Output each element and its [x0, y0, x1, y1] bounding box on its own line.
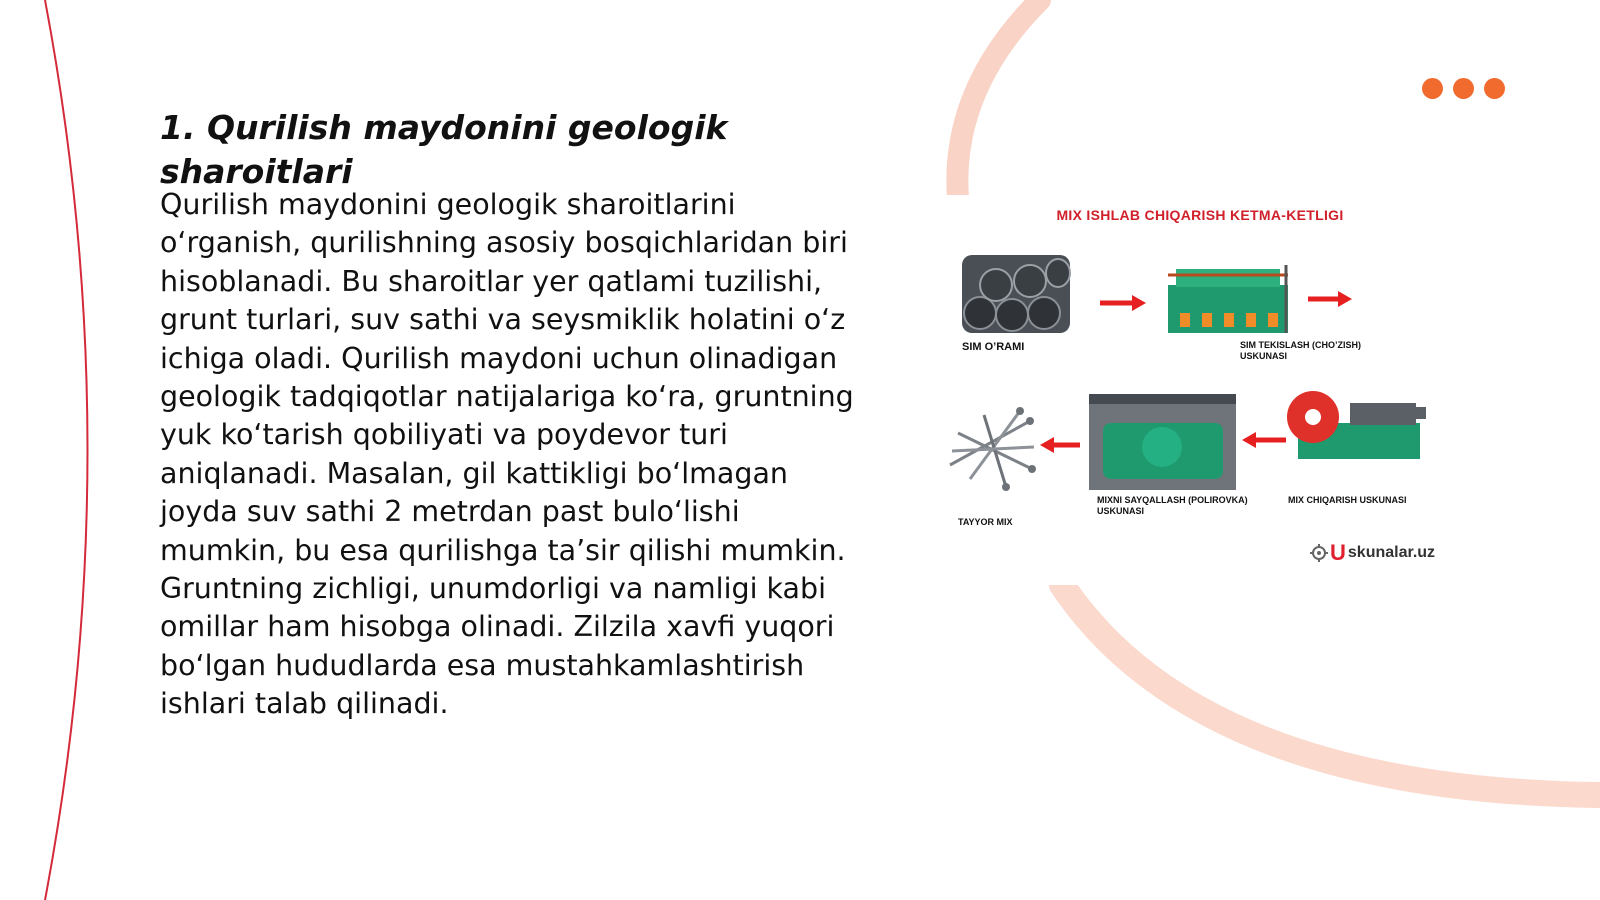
watermark-text: skunalar.uz: [1347, 544, 1436, 561]
dot-3: [1484, 78, 1505, 99]
arrow-left-icon: [1040, 437, 1080, 453]
arrow-right-icon: [1100, 295, 1146, 311]
arrow-left-icon: [1242, 432, 1286, 448]
step-label-nail-making: MIX CHIQARISH USKUNASI: [1288, 495, 1407, 505]
finished-nails-icon: [950, 407, 1036, 491]
arrow-right-icon: [1308, 291, 1352, 307]
slide-title: 1. Qurilish maydonini geologik sharoitlari: [160, 108, 728, 191]
left-curve-line: [45, 0, 88, 900]
step-label-wire-coil: SIM O’RAMI: [962, 341, 1025, 353]
figure-title: MIX ISHLAB CHIQARISH KETMA-KETLIGI: [1056, 207, 1344, 223]
step-label-finished-nails: TAYYOR MIX: [958, 517, 1013, 527]
watermark-logo: [1310, 541, 1435, 565]
gear-icon: [1310, 544, 1328, 562]
arc-bottom: [1062, 585, 1600, 795]
arc-top: [957, 0, 1040, 198]
slide-body-text: Qurilish maydonini geologik sharoitlarini o‘rganish, qurilishning asosiy bosqichlaridan biri hisoblanadi. Bu sharoitlar yer qatlami tuzilishi, grunt turlari, suv sathi va seysmiklik holatini o‘z ichiga oladi. Qurilish maydoni uchun olinadigan geologik tadqiqotlar natijalariga ko‘ra, gruntning yuk ko‘tarish qobiliyati va poydevor turi aniqlanadi. Masalan, gil kattikligi bo‘lmagan joyda suv sathi 2 metrdan past bulo‘lishi mumkin, bu esa qurilishga ta’sir qilishi mumkin. Gruntning zichligi, unumdorligi va namligi kabi omillar ham hisobga olinadi. Zilzila xavfi yuqori bo‘lgan hududlarda esa mustahkamlashtirish ishlari talab qilinadi.: [160, 188, 854, 721]
dot-1: [1422, 78, 1443, 99]
menu-dots: [1422, 78, 1505, 99]
step-label-polishing: MIXNI SAYQALLASH (POLIROVKA) USKUNASI: [1097, 495, 1248, 516]
polishing-machine-icon: [1089, 394, 1236, 490]
nail-making-machine-icon: [1287, 391, 1426, 459]
wire-coil-icon: [962, 255, 1070, 333]
watermark-mark: U: [1330, 540, 1346, 565]
step-label-wire-drawing: SIM TEKISLASH (CHO’ZISH) USKUNASI: [1240, 340, 1361, 361]
nail-production-figure: [940, 195, 1460, 585]
dot-2: [1453, 78, 1474, 99]
wire-drawing-machine-icon: [1168, 265, 1288, 333]
